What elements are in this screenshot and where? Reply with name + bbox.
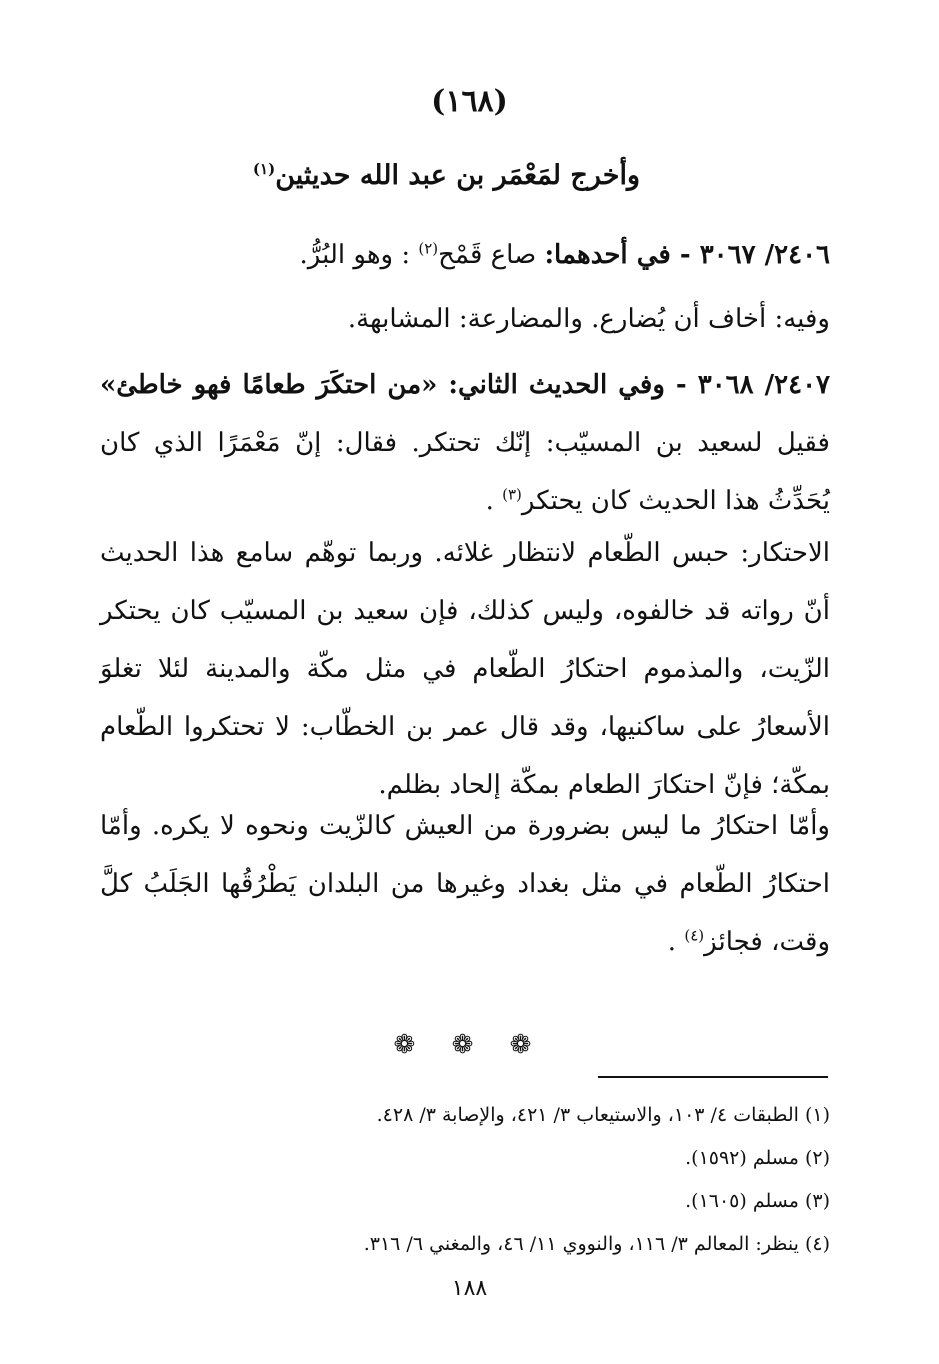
hadith-2: [100, 356, 830, 530]
hadith-1-text: صاع قَمْح: [438, 240, 545, 270]
hadith-1: [100, 226, 830, 284]
footnote-divider: [598, 1076, 828, 1078]
hadith-2-text: فقيل لسعيد بن المسيّب: إنّك تحتكر. فقال: إنّ مَعْمَرًا الذي كان يُحَدِّثُ هذا الحديث كان يحتكر: [100, 428, 830, 516]
paragraph-permissible-text: وأمّا احتكارُ ما ليس بضرورة من العيش كالزّيت ونحوه لا يكره. وأمّا احتكارُ الطّعام في مثل بغداد وغيرها من البلدان يَطْرُقُها الجَلَبُ كلَّ وقت، فجائز: [100, 811, 830, 957]
hadith-2-lead: - وفي الحديث الثاني: «من احتكَرَ طعامًا فهو خاطئ»: [100, 370, 698, 400]
chapter-title-text: وأخرج لمَعْمَر بن عبد الله حديثين: [275, 160, 640, 191]
page-number: ١٨٨: [451, 1276, 488, 1301]
footnote-ref-3[interactable]: (٣): [502, 485, 522, 504]
paragraph-permissible-tail: .: [667, 927, 685, 957]
footnote-3: (٣) مسلم (١٦٠٥).: [685, 1190, 830, 1212]
footnote-ref-2[interactable]: (٢): [418, 239, 439, 258]
hadith-1-tail: : وهو البُرُّ.: [299, 240, 419, 270]
paragraph-ihtikar: الاحتكار: حبس الطّعام لانتظار غلائه. وربما توهّم سامع هذا الحديث أنّ رواته قد خالفوه، وليس كذلك، فإن سعيد بن المسيّب كان يحتكر الزّيت، والمذموم احتكارُ الطّعام في مثل مكّة والمدينة لئلا تغلوَ الأسعارُ على ساكنيها، وقد قال عمر بن الخطّاب: لا تحتكروا الطّعام بمكّة؛ فإنّ احتكارَ الطعام بمكّة إلحاد بظلم.: [100, 538, 830, 800]
footnote-1: (١) الطبقات ٤/ ١٠٣، والاستيعاب ٣/ ٤٢١، والإصابة ٣/ ٤٢٨.: [376, 1104, 830, 1126]
footnote-2: (٢) مسلم (١٥٩٢).: [685, 1147, 830, 1169]
footnote-ref-4[interactable]: (٤): [684, 926, 705, 945]
hadith-2-tail: .: [485, 486, 503, 516]
hadith-1-lead: - في أحدهما:: [544, 240, 700, 270]
paragraph-permissible: [100, 797, 830, 971]
footnote-ref-1[interactable]: (١): [252, 160, 276, 178]
chapter-title: [100, 160, 640, 191]
hadith-1-note: وفيه: أخاف أن يُضارع. والمضارعة: المشابهة.: [347, 304, 830, 334]
hadith-1-number: ٢٤٠٦/ ٣٠٦٧: [699, 240, 830, 270]
footnotes: [100, 1094, 830, 1266]
footnote-4: (٤) ينظر: المعالم ٣/ ١١٦، والنووي ١١/ ٤٦، والمغني ٦/ ٣١٦.: [363, 1233, 830, 1255]
section-number: (١٦٨): [431, 84, 508, 119]
hadith-2-number: ٢٤٠٧/ ٣٠٦٨: [697, 370, 830, 400]
section-separator: ❁ ❁ ❁: [393, 1030, 546, 1060]
